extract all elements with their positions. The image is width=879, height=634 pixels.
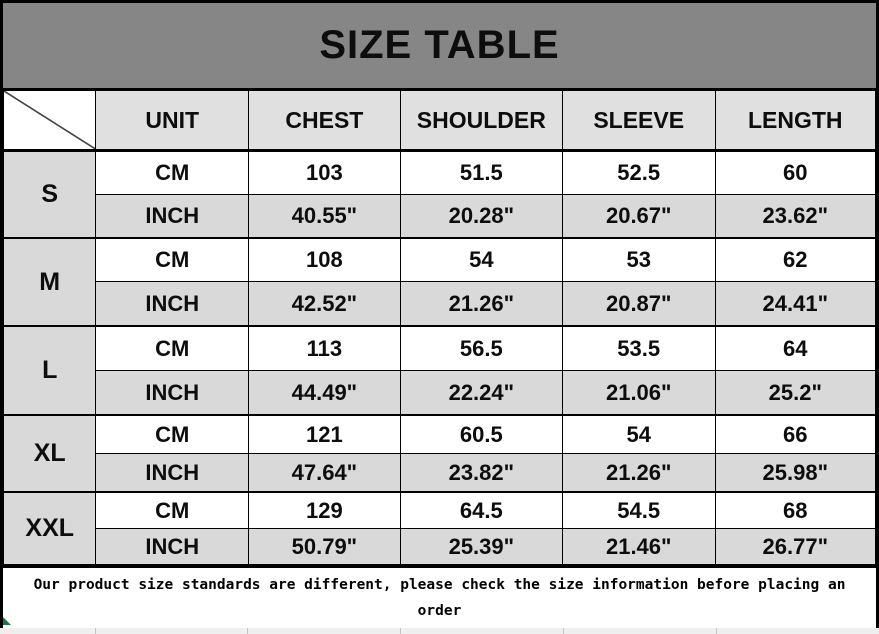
unit-label: INCH bbox=[96, 371, 249, 416]
diagonal-line-icon bbox=[4, 91, 95, 149]
cell-value: 53.5 bbox=[562, 326, 715, 371]
gridline bbox=[716, 628, 717, 634]
column-header-shoulder: SHOULDER bbox=[400, 91, 562, 151]
cell-value: 23.62" bbox=[715, 195, 875, 239]
cell-value: 21.26" bbox=[562, 454, 715, 493]
note-box bbox=[3, 565, 876, 629]
size-label: XXL bbox=[4, 492, 96, 565]
table-row bbox=[4, 371, 876, 416]
cell-value: 103 bbox=[249, 151, 401, 195]
cell-value: 113 bbox=[249, 326, 401, 371]
table-row bbox=[4, 454, 876, 493]
unit-label: INCH bbox=[96, 282, 249, 327]
size-label: XL bbox=[4, 415, 96, 492]
cell-value: 50.79" bbox=[249, 529, 401, 565]
size-table bbox=[3, 90, 876, 565]
cell-value: 40.55" bbox=[249, 195, 401, 239]
table-row bbox=[4, 492, 876, 529]
unit-label: CM bbox=[96, 492, 249, 529]
cell-value: 51.5 bbox=[400, 151, 562, 195]
cell-value: 25.98" bbox=[715, 454, 875, 493]
gridline bbox=[563, 628, 564, 634]
cell-value: 121 bbox=[249, 415, 401, 454]
cell-value: 52.5 bbox=[562, 151, 715, 195]
size-label: M bbox=[4, 238, 96, 326]
unit-label: CM bbox=[96, 238, 249, 282]
cell-value: 108 bbox=[249, 238, 401, 282]
cell-value: 20.87" bbox=[562, 282, 715, 327]
size-label: S bbox=[4, 151, 96, 239]
cell-value: 21.46" bbox=[562, 529, 715, 565]
cell-value: 44.49" bbox=[249, 371, 401, 416]
column-header-chest: CHEST bbox=[249, 91, 401, 151]
cell-value: 21.26" bbox=[400, 282, 562, 327]
unit-label: CM bbox=[96, 326, 249, 371]
unit-label: CM bbox=[96, 151, 249, 195]
size-label: L bbox=[4, 326, 96, 415]
cell-value: 64 bbox=[715, 326, 875, 371]
cell-value: 23.82" bbox=[400, 454, 562, 493]
cell-value: 20.67" bbox=[562, 195, 715, 239]
cell-value: 42.52" bbox=[249, 282, 401, 327]
cell-value: 54 bbox=[562, 415, 715, 454]
cell-value: 62 bbox=[715, 238, 875, 282]
cell-value: 21.06" bbox=[562, 371, 715, 416]
page-title: SIZE TABLE bbox=[319, 23, 560, 67]
table-row bbox=[4, 415, 876, 454]
column-header-unit: UNIT bbox=[96, 91, 249, 151]
gridline bbox=[247, 628, 248, 634]
sheet-gridline-strip bbox=[0, 628, 879, 634]
table-row bbox=[4, 529, 876, 565]
cell-value: 60 bbox=[715, 151, 875, 195]
diagonal-cell bbox=[4, 91, 96, 151]
cell-value: 22.24" bbox=[400, 371, 562, 416]
unit-label: INCH bbox=[96, 195, 249, 239]
cell-value: 129 bbox=[249, 492, 401, 529]
table-row bbox=[4, 151, 876, 195]
cell-value: 24.41" bbox=[715, 282, 875, 327]
cell-value: 47.64" bbox=[249, 454, 401, 493]
size-note-text: Our product size standards are different, please check the size information before placing an order bbox=[33, 577, 846, 619]
cell-value: 60.5 bbox=[400, 415, 562, 454]
cell-value: 53 bbox=[562, 238, 715, 282]
header-row bbox=[4, 91, 876, 151]
title-bar bbox=[3, 3, 876, 90]
cell-value: 66 bbox=[715, 415, 875, 454]
cell-value: 25.39" bbox=[400, 529, 562, 565]
gridline bbox=[95, 628, 96, 634]
cell-value: 26.77" bbox=[715, 529, 875, 565]
cell-value: 25.2" bbox=[715, 371, 875, 416]
column-header-length: LENGTH bbox=[715, 91, 875, 151]
cell-value: 54 bbox=[400, 238, 562, 282]
excel-comment-triangle-icon bbox=[3, 617, 11, 625]
unit-label: CM bbox=[96, 415, 249, 454]
unit-label: INCH bbox=[96, 529, 249, 565]
cell-value: 54.5 bbox=[562, 492, 715, 529]
column-header-sleeve: SLEEVE bbox=[562, 91, 715, 151]
cell-value: 56.5 bbox=[400, 326, 562, 371]
table-row bbox=[4, 282, 876, 327]
cell-value: 20.28" bbox=[400, 195, 562, 239]
table-row bbox=[4, 195, 876, 239]
cell-value: 64.5 bbox=[400, 492, 562, 529]
table-row bbox=[4, 326, 876, 371]
table-row bbox=[4, 238, 876, 282]
gridline bbox=[400, 628, 401, 634]
cell-value: 68 bbox=[715, 492, 875, 529]
unit-label: INCH bbox=[96, 454, 249, 493]
